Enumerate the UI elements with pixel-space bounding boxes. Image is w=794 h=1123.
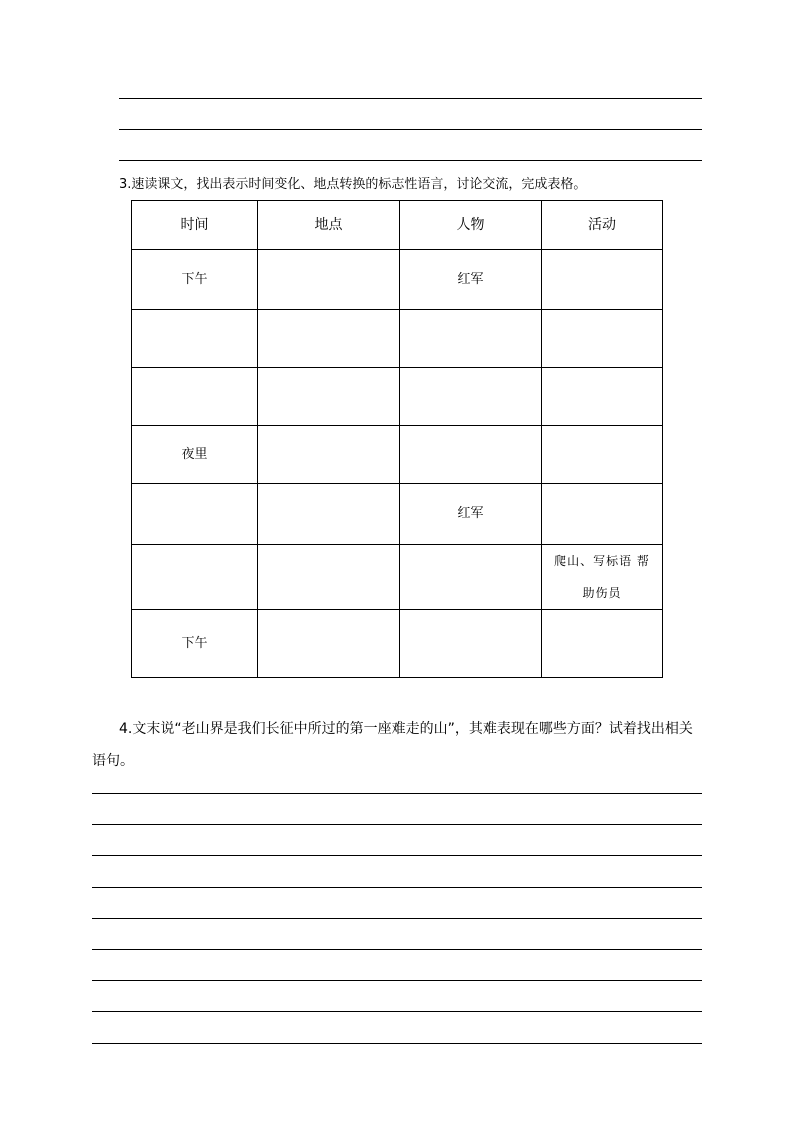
table-cell [132, 310, 258, 368]
table-cell [542, 250, 663, 310]
table-cell [258, 484, 400, 545]
answer-line [92, 980, 702, 981]
table-cell: 下午 [132, 610, 258, 678]
answer-line [92, 949, 702, 950]
table-cell [258, 545, 400, 610]
table-cell [132, 545, 258, 610]
column-header-activity: 活动 [542, 201, 663, 250]
table-cell [400, 545, 542, 610]
column-header-place: 地点 [258, 201, 400, 250]
answer-line [92, 824, 702, 825]
answer-line [119, 129, 702, 130]
table-cell: 爬山、写标语 帮助伤员 [542, 545, 663, 610]
question-3-text: 3.速读课文，找出表示时间变化、地点转换的标志性语言，讨论交流，完成表格。 [119, 177, 587, 192]
column-header-people: 人物 [400, 201, 542, 250]
table-row [132, 310, 663, 368]
table-cell [132, 484, 258, 545]
table-cell [258, 610, 400, 678]
answer-line [119, 160, 702, 161]
table-row [132, 368, 663, 426]
answer-line [92, 918, 702, 919]
answer-line [92, 793, 702, 794]
table-cell: 红军 [400, 250, 542, 310]
table-cell [542, 610, 663, 678]
table-cell [258, 310, 400, 368]
table-row [132, 545, 663, 610]
table-row [132, 250, 663, 310]
table-cell [258, 426, 400, 484]
table-cell [542, 426, 663, 484]
answer-line [119, 98, 702, 99]
table-cell [132, 368, 258, 426]
table-row [132, 484, 663, 545]
table-cell [400, 368, 542, 426]
table-cell [542, 368, 663, 426]
table-cell [542, 310, 663, 368]
table-cell: 下午 [132, 250, 258, 310]
table-cell [400, 426, 542, 484]
table-cell [258, 250, 400, 310]
table-row [132, 426, 663, 484]
answer-line [92, 1011, 702, 1012]
answer-line [92, 855, 702, 856]
question-4-text: 4.文末说“老山界是我们长征中所过的第一座难走的山”，其难表现在哪些方面？试着找出相关语句。 [92, 721, 693, 769]
table-header-row [132, 201, 663, 250]
answer-line [92, 1043, 702, 1044]
table-row [132, 610, 663, 678]
answer-line [92, 887, 702, 888]
column-header-time: 时间 [132, 201, 258, 250]
table-cell: 红军 [400, 484, 542, 545]
table-cell [400, 610, 542, 678]
table-cell [258, 368, 400, 426]
table-cell: 夜里 [132, 426, 258, 484]
table-cell [542, 484, 663, 545]
table-cell [400, 310, 542, 368]
answer-table [131, 200, 663, 678]
